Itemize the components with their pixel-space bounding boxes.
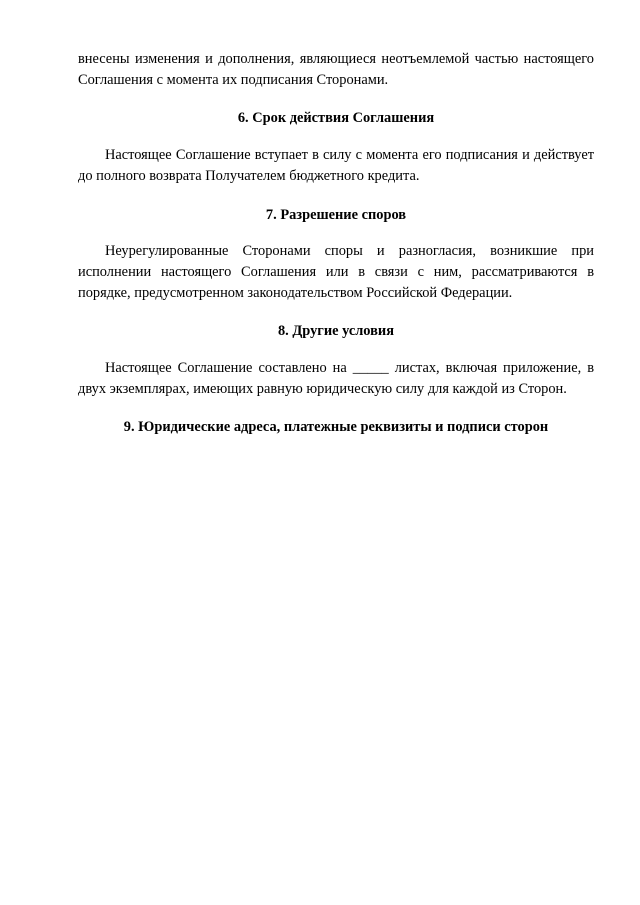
intro-paragraph: внесены изменения и дополнения, являющиеся неотъемлемой частью настоящего Соглашения с момента их подписания Сторонами. (78, 51, 594, 88)
section-6-text: Настоящее Соглашение вступает в силу с момента его подписания и действует до полного возврата Получателем бюджетного кредита. (78, 147, 594, 184)
spacer (78, 399, 594, 417)
spacer (78, 90, 594, 108)
spacer (78, 342, 594, 358)
spacer (78, 303, 594, 321)
spacer (78, 225, 594, 241)
section-9-heading: 9. Юридические адреса, платежные реквизиты и подписи сторон (123, 419, 549, 436)
document-page (78, 49, 594, 438)
section-7-heading: 7. Разрешение споров (265, 206, 407, 223)
section-8-heading: 8. Другие условия (277, 323, 394, 340)
spacer (78, 187, 594, 205)
section-8-text: Настоящее Соглашение составлено на _____ листах, включая приложение, в двух экземплярах, имеющих равную юридическую силу для каждой из Сторон. (78, 360, 594, 397)
spacer (78, 129, 594, 145)
section-6-heading: 6. Срок действия Соглашения (237, 110, 435, 127)
section-7-text: Неурегулированные Сторонами споры и разногласия, возникшие при исполнении настоящего Соглашения или в связи с ним, рассматриваются в порядке, предусмотренном законодательством Российской Федерации. (78, 243, 594, 301)
